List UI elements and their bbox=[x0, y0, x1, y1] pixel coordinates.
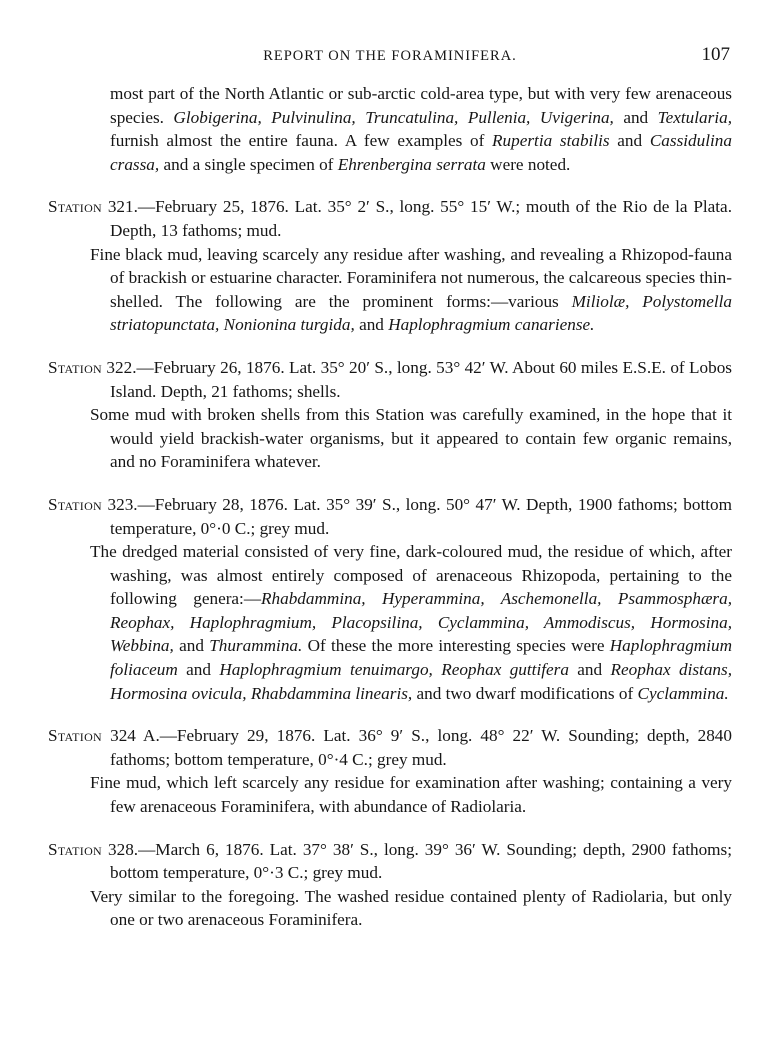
station-description: Fine black mud, leaving scarcely any residue after washing, and revealing a Rhizopod-fauna of brackish or estuarine character. Foraminifera not numerous, the calcareous species thin-shelled. The following are the prominent forms:—various Miliolæ, Polystomella striatopunctata, Nonionina turgida, and Haplophragmium canariense. bbox=[90, 244, 732, 335]
station-heading: Station 323.—February 28, 1876. Lat. 35° 39′ S., long. 50° 47′ W. Depth, 1900 fathoms; bottom temperature, 0°·0 C.; grey mud. bbox=[48, 494, 732, 538]
station-322-entry bbox=[48, 356, 732, 474]
page-body bbox=[48, 82, 732, 932]
station-heading: Station 324 A.—February 29, 1876. Lat. 36° 9′ S., long. 48° 22′ W. Sounding; depth, 2840 fathoms; bottom temperature, 0°·4 C.; grey mud. bbox=[48, 726, 732, 769]
station-description: Very similar to the foregoing. The washed residue contained plenty of Radiolaria, but only one or two arenaceous Foraminifera. bbox=[90, 886, 732, 930]
station-heading: Station 321.—February 25, 1876. Lat. 35° 2′ S., long. 55° 15′ W.; mouth of the Rio de la Plata. Depth, 13 fathoms; mud. bbox=[48, 197, 732, 240]
station-324a-entry bbox=[48, 724, 732, 818]
station-heading: Station 328.—March 6, 1876. Lat. 37° 38′ S., long. 39° 36′ W. Sounding; depth, 2900 fathoms; bottom temperature, 0°·3 C.; grey mud. bbox=[48, 839, 732, 883]
running-title: REPORT ON THE FORAMINIFERA. bbox=[263, 48, 517, 64]
station-heading: Station 322.—February 26, 1876. Lat. 35° 20′ S., long. 53° 42′ W. About 60 miles E.S.E. of Lobos Island. Depth, 21 fathoms; shells. bbox=[48, 357, 732, 401]
page-header bbox=[50, 44, 730, 68]
page-number: 107 bbox=[701, 44, 730, 65]
station-328-entry bbox=[48, 838, 732, 932]
station-description: Some mud with broken shells from this Station was carefully examined, in the hope that it would yield brackish-water organisms, but it appeared to contain few organic remains, and no Foraminifera whatever. bbox=[90, 405, 732, 472]
station-321-entry bbox=[48, 195, 732, 337]
station-323-entry bbox=[48, 493, 732, 705]
station-description: The dredged material consisted of very fine, dark-coloured mud, the residue of which, after washing, was almost entirely composed of arenaceous Rhizopoda, pertaining to the following genera:—Rhabdammina, Hyperammina, Aschemonella, Psammosphæra, Reophax, Haplophragmium, Placopsilina, Cyclammina, Ammodiscus, Hormosina, Webbina, and Thurammina. Of these the more interesting species were Haplophragmium foliaceum and Haplophragmium tenuimargo, Reophax guttifera and Reophax distans, Hormosina ovicula, Rhabdammina linearis, and two dwarf modifications of Cyclammina. bbox=[90, 542, 732, 703]
station-description: Fine mud, which left scarcely any residue for examination after washing; containing a very few arenaceous Foraminifera, with abundance of Radiolaria. bbox=[90, 773, 732, 817]
continued-paragraph: most part of the North Atlantic or sub-arctic cold-area type, but with very few arenaceous species. Globigerina, Pulvinulina, Truncatulina, Pullenia, Uvigerina, and Textularia, furnish almost the entire fauna. A few examples of Rupertia stabilis and Cassidulina crassa, and a single specimen of Ehrenbergina serrata were noted. bbox=[110, 84, 732, 174]
